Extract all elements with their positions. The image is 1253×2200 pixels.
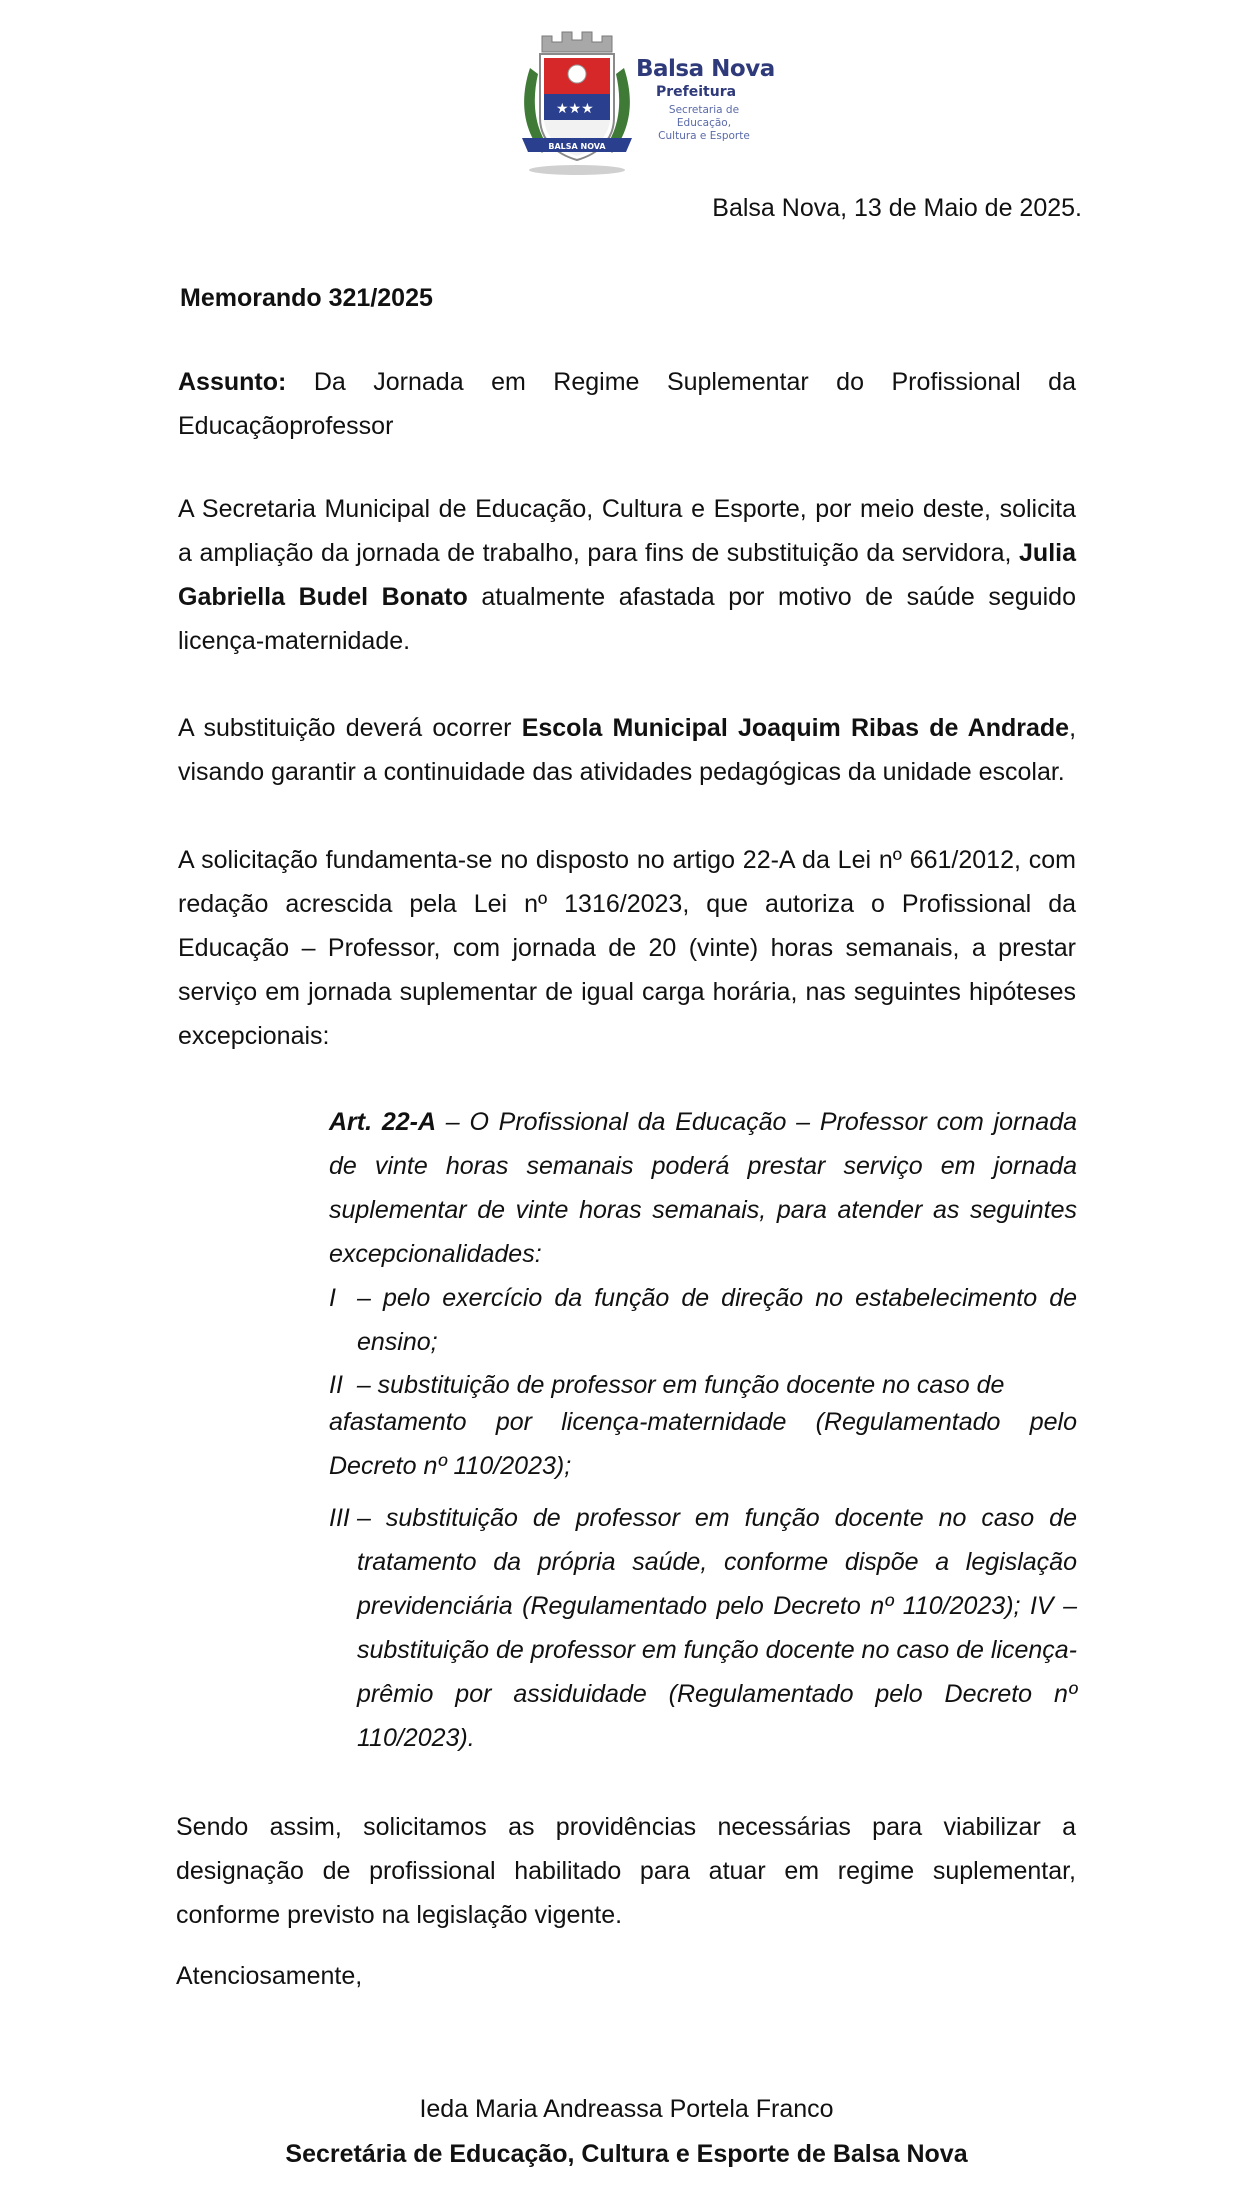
brand-subtitle: Prefeitura	[656, 84, 737, 100]
municipal-crest-icon	[512, 18, 642, 178]
brand-department-line1: Secretaria de Educação,	[668, 104, 740, 129]
quote-item-3-text: – substituição de professor em função docente no caso de tratamento da própria saúde, conforme dispõe a legislação previdenciária (Regulamentado pelo Decreto nº 110/2023); IV – substituição de professor em função docente no caso de licença-prêmio por assiduidade (Regulamentado pelo Decreto nº 110/2023).	[357, 1504, 1077, 1752]
paragraph-school-text-after: , visando garantir a continuidade das atividades pedagógicas da unidade escolar.	[178, 714, 1077, 786]
paragraph-school	[178, 706, 1076, 794]
brand-department	[644, 104, 764, 143]
brand-name: Balsa Nova	[636, 56, 775, 82]
quote-item-2-text-first: – substituição de professor em função docente no caso de	[356, 1371, 1005, 1399]
quote-item-2-text-rest: afastamento por licença-maternidade (Regulamentado pelo Decreto nº 110/2023);	[329, 1408, 1077, 1480]
signatory-name: Ieda Maria Andreassa Portela Franco	[419, 2095, 834, 2123]
closing-salutation: Atenciosamente,	[176, 1962, 363, 1990]
paragraph-conclusion: Sendo assim, solicitamos as providências necessárias para viabilizar a designação de profissional habilitado para atuar em regime suplementar, conforme previsto na legislação vigente.	[176, 1813, 1076, 1929]
quote-item-1-text: – pelo exercício da função de direção no estabelecimento de ensino;	[357, 1284, 1077, 1356]
subject-text: Da Jornada em Regime Suplementar do Profissional da Educaçãoprofessor	[178, 368, 1076, 440]
header-logo	[512, 18, 775, 178]
quote-lead	[329, 1100, 1077, 1276]
law-quote	[329, 1100, 1077, 1760]
quote-item-3-number: III	[329, 1504, 350, 1532]
quote-lead-text: – O Profissional da Educação – Professor com jornada de vinte horas semanais poderá prestar serviço em jornada suplementar de vinte horas semanais, para atender as seguintes excepcionalidades:	[329, 1108, 1077, 1268]
employee-name: Julia Gabriella Budel Bonato	[178, 539, 1076, 611]
brand-text-block	[636, 56, 786, 143]
svg-text:★★★: ★★★	[556, 101, 594, 117]
quote-item-3	[329, 1496, 1077, 1760]
paragraph-request	[178, 487, 1076, 663]
paragraph-request-text-after: atualmente afastada por motivo de saúde seguido licença-maternidade.	[178, 583, 1076, 655]
paragraph-request-text-before: A Secretaria Municipal de Educação, Cultura e Esporte, por meio deste, solicita a ampliação da jornada de trabalho, para fins de substituição da servidora,	[178, 495, 1076, 567]
school-name: Escola Municipal Joaquim Ribas de Andrade	[521, 714, 1070, 742]
crest-banner-text: BALSA NOVA	[548, 142, 606, 151]
subject-label: Assunto:	[178, 368, 287, 396]
quote-item-1	[329, 1276, 1077, 1364]
memo-number: Memorando 321/2025	[180, 284, 433, 312]
paragraph-legal-basis: A solicitação fundamenta-se no disposto no artigo 22-A da Lei nº 661/2012, com redação acrescida pela Lei nº 1316/2023, que autoriza o Profissional da Educação – Professor, com jornada de 20 (vinte) horas semanais, a prestar serviço em jornada suplementar de igual carga horária, nas seguintes hipóteses excepcionais:	[178, 846, 1076, 1050]
quote-item-1-number: I	[329, 1284, 336, 1312]
document-date: Balsa Nova, 13 de Maio de 2025.	[712, 194, 1082, 222]
quote-item-2	[329, 1364, 1077, 1496]
article-reference: Art. 22-A	[329, 1108, 437, 1136]
signatory-title: Secretária de Educação, Cultura e Esporte de Balsa Nova	[285, 2140, 968, 2168]
quote-item-2-number: II	[329, 1371, 343, 1399]
quote-item-2-first-line	[329, 1370, 1077, 1400]
brand-department-line2: Cultura e Esporte	[658, 130, 750, 142]
paragraph-school-text-before: A substituição deverá ocorrer	[178, 714, 522, 742]
subject-line	[178, 360, 1076, 448]
